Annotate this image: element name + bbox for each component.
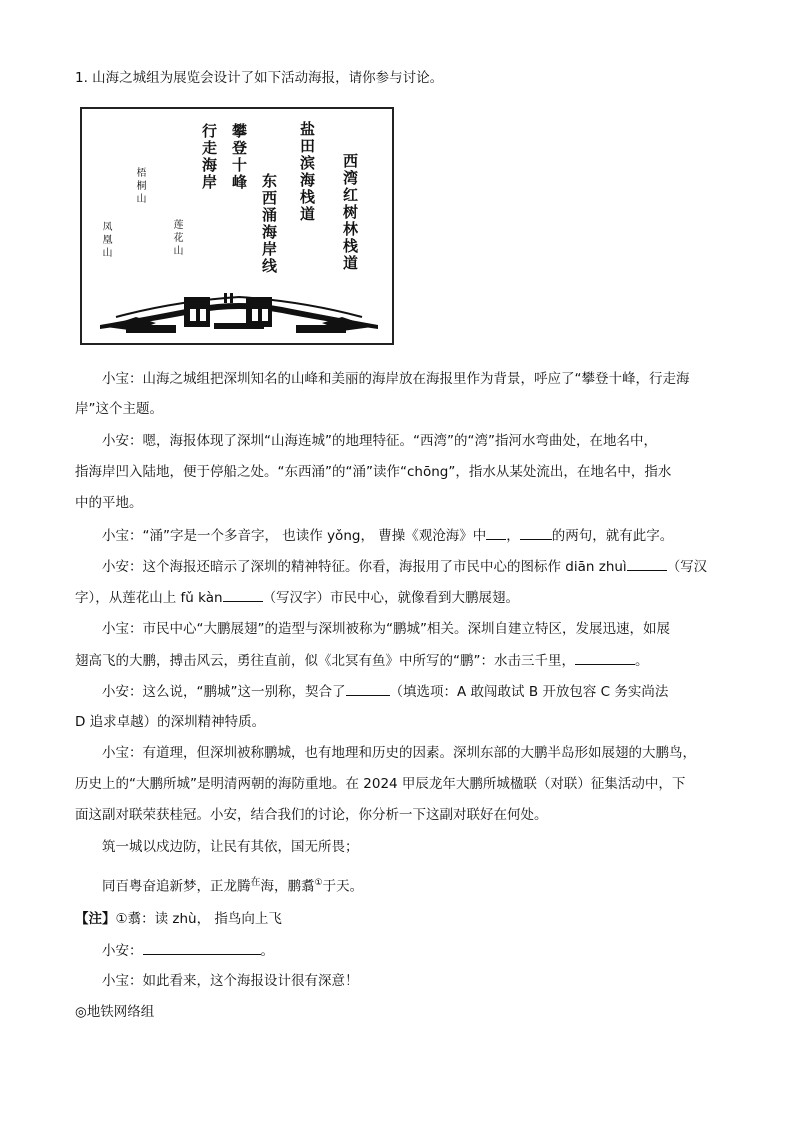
answer-blank[interactable] — [346, 681, 390, 696]
couplet-small-char: 在 — [250, 876, 261, 888]
note-text: ①翥：读 zhù， 指鸟向上飞 — [115, 911, 282, 927]
dialogue-line: 中的平地。 — [75, 495, 143, 511]
couplet-text: 海，鹏翥 — [260, 878, 315, 895]
poster-text-yantian: 盐田滨海栈道 — [298, 121, 316, 223]
dialogue-text: 小安：这么说，“鹏城”这一别称，契合了 — [102, 684, 346, 700]
poster-image — [80, 107, 394, 345]
dialogue-line — [75, 587, 725, 608]
dialogue-text: 小安：这个海报还暗示了深圳的精神特征。你看，海报用了市民中心的图标作 diān zhuì — [102, 559, 627, 575]
poster-text-fenghuang: 凤凰山 — [100, 221, 111, 260]
dialogue-line: 小宝：山海之城组把深圳知名的山峰和美丽的海岸放在海报里作为背景，呼应了“攀登十峰，行走海 — [102, 371, 690, 387]
dialogue-text: 。 — [260, 943, 274, 959]
question-title: 1. 山海之城组为展览会设计了如下活动海报，请你参与讨论。 — [75, 70, 444, 86]
dialogue-line: 岸”这个主题。 — [75, 401, 163, 417]
dialogue-text: 小安： — [102, 943, 143, 959]
dialogue-text: 的两句，就有此字。 — [551, 528, 674, 544]
couplet-text: 于天。 — [322, 878, 364, 895]
civic-center-illustration — [96, 287, 382, 337]
dialogue-line: 小宝：如此看来，这个海报设计很有深意！ — [102, 973, 359, 989]
answer-blank[interactable] — [143, 940, 261, 955]
dialogue-line: D 追求卓越）的深圳精神特质。 — [75, 714, 266, 730]
poster-text-xiwan: 西湾红树林栈道 — [341, 153, 359, 272]
answer-blank[interactable] — [627, 556, 667, 571]
dialogue-text: （写汉 — [666, 559, 708, 575]
dialogue-line — [75, 650, 725, 671]
dialogue-line — [75, 681, 725, 702]
dialogue-line — [75, 940, 725, 961]
answer-blank[interactable] — [486, 525, 506, 540]
dialogue-text: 。 — [635, 653, 649, 669]
answer-blank[interactable] — [575, 650, 635, 665]
couplet-lower — [75, 873, 725, 899]
couplet-text: 同百粤奋追新梦，正龙腾 — [102, 878, 251, 895]
dialogue-line: 小安：嗯，海报体现了深圳“山海连城”的地理特征。“西湾”的“湾”指河水弯曲处，在地名中， — [102, 433, 657, 449]
dialogue-line — [75, 556, 725, 577]
footer-credit: ◎地铁网络组 — [75, 1004, 155, 1020]
note-label: 【注】 — [75, 911, 116, 927]
poster-text-walk: 行走海岸 — [200, 123, 218, 191]
dialogue-text: （填选项：A 敢闯敢试 B 开放包容 C 务实尚法 — [389, 684, 669, 700]
note-line — [75, 909, 725, 929]
footnote-marker: ① — [314, 878, 323, 888]
poster-text-climb: 攀登十峰 — [230, 123, 248, 191]
dialogue-line — [75, 525, 725, 546]
dialogue-line: 面这副对联荣获桂冠。小安，结合我们的讨论，你分析一下这副对联好在何处。 — [75, 807, 548, 823]
dialogue-line: 指海岸凹入陆地，便于停船之处。“东西涌”的“涌”读作“chōng”，指水从某处流出，在地名中，指水 — [75, 464, 672, 480]
dialogue-line: 历史上的“大鹏所城”是明清两朝的海防重地。在 2024 甲辰龙年大鹏所城楹联（对联）征集活动中，下 — [75, 776, 686, 792]
poster-text-dongxichong: 东西涌海岸线 — [260, 173, 278, 275]
poster-text-wutong: 梧桐山 — [134, 167, 145, 206]
answer-blank[interactable] — [223, 587, 263, 602]
dialogue-text: 字），从莲花山上 fǔ kàn — [75, 590, 223, 606]
answer-blank[interactable] — [520, 525, 552, 540]
dialogue-text: 小宝：“涌”字是一个多音字， 也读作 yǒng， 曹操《观沧海》中 — [102, 528, 487, 544]
dialogue-line: 小宝：有道理，但深圳被称鹏城，也有地理和历史的因素。深圳东部的大鹏半岛形如展翅的大鹏鸟， — [102, 745, 696, 761]
couplet-upper: 筑一城以戍边防，让民有其依，国无所畏； — [102, 839, 359, 855]
dialogue-line: 小宝：市民中心“大鹏展翅”的造型与深圳被称为“鹏城”相关。深圳自建立特区，发展迅速，如展 — [102, 621, 670, 637]
dialogue-text: 翅高飞的大鹏，搏击风云，勇往直前，似《北冥有鱼》中所写的“鹏”：水击三千里， — [75, 653, 575, 669]
dialogue-text: （写汉字）市民中心，就像看到大鹏展翅。 — [262, 590, 520, 606]
dialogue-text: ， — [506, 528, 520, 544]
poster-text-lianhua: 莲花山 — [171, 219, 182, 258]
